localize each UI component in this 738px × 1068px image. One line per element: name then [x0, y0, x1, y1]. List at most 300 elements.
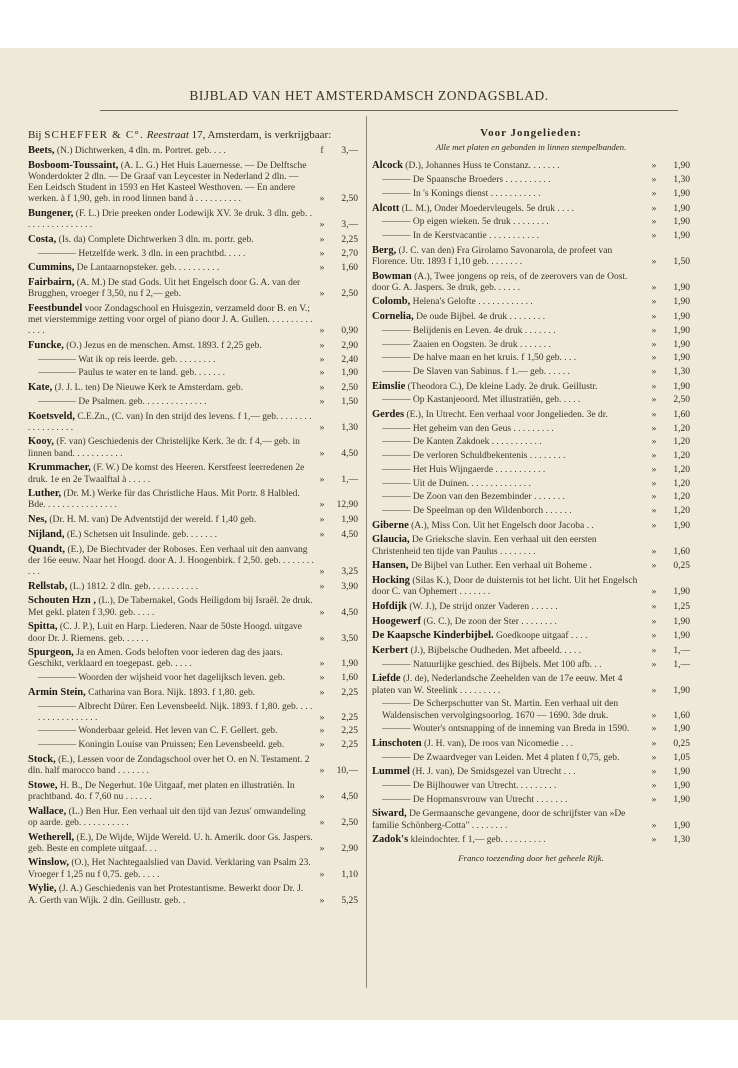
- column-divider: [366, 116, 367, 988]
- book-entry: [28, 529, 358, 541]
- section-title: Voor Jongelieden:: [480, 127, 582, 139]
- entry-price: 1,90: [673, 312, 690, 323]
- entry-currency-mark: »: [319, 194, 325, 205]
- book-entry: [372, 560, 690, 572]
- entry-price: 2,50: [341, 817, 358, 828]
- entry-author: Spitta,: [28, 621, 58, 633]
- entry-author: Gerdes: [372, 409, 405, 421]
- entry-currency-mark: »: [651, 381, 657, 392]
- entry-description: De Slaven van Sabinus. f 1.— geb. . . . . .: [410, 366, 570, 377]
- entry-price: 1,90: [673, 282, 690, 293]
- entry-author: Liefde: [372, 673, 401, 685]
- entry-ditto-dash: ————: [38, 354, 76, 365]
- entry-description: De verloren Schuldbekentenis . . . . . . . .: [410, 451, 566, 462]
- entry-description: (L.) 1812. 2 dln. geb. . . . . . . . . . .: [67, 581, 198, 592]
- book-entry: [372, 753, 690, 764]
- book-entry: [28, 514, 358, 526]
- entry-description: (E.), In Utrecht. Een verhaal voor Jongelieden. 3e dr.: [404, 410, 608, 421]
- entry-author: Glaucia,: [372, 534, 410, 546]
- header-rule: [100, 110, 678, 111]
- entry-ditto-dash: ———: [382, 659, 411, 670]
- entry-price: 1,90: [673, 685, 690, 696]
- entry-ditto-dash: ————: [38, 673, 76, 684]
- book-entry: [28, 581, 358, 593]
- book-entry: [372, 738, 690, 750]
- entry-currency-mark: »: [651, 520, 657, 531]
- entry-currency-mark: »: [319, 341, 325, 352]
- entry-currency-mark: »: [319, 843, 325, 854]
- book-entry: [372, 175, 690, 186]
- entry-price: 1,90: [673, 820, 690, 831]
- entry-price: 12,90: [336, 500, 358, 511]
- entry-price: 1,20: [673, 505, 690, 516]
- entry-price: 2,25: [341, 712, 358, 723]
- entry-description: Paulus te water en te land. geb. . . . . . .: [76, 368, 226, 379]
- entry-author: Colomb,: [372, 296, 411, 308]
- entry-description: Hetzelfde werk. 3 dln. in een prachtbd. . . . .: [76, 248, 246, 259]
- entry-description: (J.), Bijbelsche Oudheden. Met afbeeld. . . . .: [408, 646, 581, 657]
- intro-rest: 17, Amsterdam, is verkrijgbaar:: [191, 129, 332, 141]
- entry-author: Nijland,: [28, 528, 65, 540]
- entry-currency-mark: »: [651, 161, 657, 172]
- entry-price: 1,90: [673, 724, 690, 735]
- entry-price: 1,20: [673, 492, 690, 503]
- entry-price: 1,90: [341, 515, 358, 526]
- entry-price: 0,25: [673, 561, 690, 572]
- entry-price: 2,25: [341, 234, 358, 245]
- entry-price: 2,50: [673, 395, 690, 406]
- entry-description: (O.), Het Nachtegaalslied van David. Verklaring van Psalm 23. Vroeger f 1,25 nu f 0,75. geb. . . . .: [28, 858, 311, 880]
- entry-description: (H. J. van), De Smidsgezel van Utrecht . . .: [409, 767, 576, 778]
- entry-currency-mark: »: [651, 423, 657, 434]
- book-entry: [28, 262, 358, 274]
- advert-intro: [28, 128, 358, 142]
- entry-ditto-dash: ————: [38, 740, 76, 751]
- book-entry: [28, 382, 358, 394]
- entry-author: De Kaapsche Kinderbijbel.: [372, 630, 494, 642]
- entry-currency-mark: »: [319, 474, 325, 485]
- entry-currency-mark: »: [319, 234, 325, 245]
- entry-ditto-dash: ———: [382, 794, 411, 805]
- entry-author: Bungener,: [28, 208, 74, 220]
- entry-price: 1,90: [673, 353, 690, 364]
- entry-price: 1,90: [341, 368, 358, 379]
- book-entry: [28, 857, 358, 880]
- entry-author: Stowe,: [28, 779, 58, 791]
- entry-description: (A.), Miss Con. Uit het Engelsch door Jacoba . .: [408, 520, 594, 531]
- entry-currency-mark: »: [319, 396, 325, 407]
- entry-price: 1,30: [341, 422, 358, 433]
- entry-currency-mark: »: [651, 724, 657, 735]
- entry-ditto-dash: ———: [382, 339, 411, 350]
- entry-currency-mark: »: [319, 712, 325, 723]
- entry-ditto-dash: ———: [382, 175, 411, 186]
- entry-price: 0,25: [673, 738, 690, 749]
- entry-currency-mark: »: [651, 505, 657, 516]
- entry-description: Albrecht Dürer. Een Levensbeeld. Nijk. 1893. f 1,80. geb. . . . . . . . . . . . . . . . .: [38, 701, 313, 723]
- entry-currency-mark: »: [651, 616, 657, 627]
- entry-currency-mark: »: [651, 410, 657, 421]
- entry-price: 1,20: [673, 437, 690, 448]
- right-column: [372, 124, 690, 864]
- entry-description: (J. A.) Geschiedenis van het Protestantisme. Bewerkt door Dr. J. A. Gerth van Wijk. 2 dln. Geillustr. geb. .: [28, 884, 304, 906]
- entry-currency-mark: »: [319, 248, 325, 259]
- entry-currency-mark: »: [651, 631, 657, 642]
- entry-ditto-dash: ———: [382, 325, 411, 336]
- entry-description: De halve maan en het kruis. f 1,50 geb. . . .: [410, 353, 577, 364]
- entry-currency-mark: »: [319, 368, 325, 379]
- entry-price: 1,50: [341, 396, 358, 407]
- entry-ditto-dash: ———: [382, 724, 411, 735]
- entry-currency-mark: »: [651, 546, 657, 557]
- right-book-list: [372, 160, 690, 846]
- entry-author: Costa,: [28, 233, 57, 245]
- entry-currency-mark: »: [319, 383, 325, 394]
- entry-description: De Hopmansvrouw van Utrecht . . . . . . .: [410, 794, 568, 805]
- entry-price: 1,90: [673, 520, 690, 531]
- entry-currency-mark: »: [651, 188, 657, 199]
- entry-currency-mark: »: [651, 587, 657, 598]
- entry-price: 1,90: [673, 297, 690, 308]
- entry-price: 1,20: [673, 451, 690, 462]
- entry-price: 1,90: [341, 659, 358, 670]
- entry-description: Wat ik op reis leerde. geb. . . . . . . . .: [76, 354, 216, 365]
- entry-price: 1,—: [673, 659, 690, 670]
- entry-currency-mark: »: [651, 217, 657, 228]
- book-entry: [28, 595, 358, 618]
- entry-price: 2,50: [341, 289, 358, 300]
- book-entry: [28, 754, 358, 777]
- entry-price: 3,25: [341, 567, 358, 577]
- entry-price: 0,90: [341, 326, 358, 337]
- entry-currency-mark: »: [319, 817, 325, 828]
- entry-currency-mark: »: [651, 781, 657, 792]
- entry-price: 1,90: [673, 188, 690, 199]
- entry-currency-mark: »: [319, 289, 325, 300]
- entry-author: Hocking: [372, 575, 410, 586]
- entry-currency-mark: »: [651, 646, 657, 657]
- entry-author: Cornelia,: [372, 311, 414, 323]
- entry-price: 1,30: [673, 175, 690, 186]
- entry-description: Koningin Louise van Pruissen; Een Levensbeeld. geb.: [76, 740, 285, 751]
- entry-currency-mark: »: [319, 673, 325, 684]
- entry-currency-mark: »: [651, 175, 657, 186]
- entry-description: Catharina van Bora. Nijk. 1893. f 1,80. geb.: [85, 687, 256, 698]
- entry-price: 2,50: [341, 194, 358, 205]
- entry-description: De Bijbel van Luther. Een verhaal uit Boheme .: [408, 561, 592, 572]
- entry-currency-mark: »: [651, 451, 657, 462]
- entry-description: (W. J.), De strijd onzer Vaderen . . . . . .: [407, 601, 558, 612]
- entry-currency-mark: »: [651, 478, 657, 489]
- entry-description: De Spaansche Broeders . . . . . . . . . .: [410, 175, 551, 186]
- entry-ditto-dash: ———: [382, 478, 411, 489]
- entry-description: De Zwaardveger van Leiden. Met 4 platen f 0,75, geb.: [410, 752, 620, 763]
- entry-price: 1,20: [673, 464, 690, 475]
- entry-author: Linschoten: [372, 737, 422, 749]
- entry-author: Winslow,: [28, 857, 69, 869]
- book-entry: [372, 465, 690, 476]
- book-entry: [372, 520, 690, 532]
- entry-description: Woorden der wijsheid voor het dagelijksch leven. geb.: [76, 673, 286, 684]
- entry-currency-mark: »: [319, 766, 325, 777]
- entry-price: 1,90: [673, 325, 690, 336]
- book-entry: [28, 488, 358, 511]
- entry-ditto-dash: ———: [382, 505, 411, 516]
- entry-currency-mark: »: [651, 437, 657, 448]
- entry-currency-mark: »: [651, 366, 657, 377]
- book-entry: [372, 367, 690, 378]
- book-entry: [372, 492, 690, 503]
- entry-description: In 's Konings dienst . . . . . . . . . . .: [410, 188, 541, 199]
- entry-description: (A. L. G.) Het Huis Lauernesse. — De Delftsche Wonderdokter 2 dln. — De Graaf van Leycester in Nederland 2 dln. — Een Leidsch Student in 1593 en Het Kasteel Westhoven. — En andere werken. à f 1,90, geb. in rood linnen band à . . . . . . . . . .: [28, 160, 307, 205]
- footer-note: Franco toezending door het geheele Rijk.: [458, 852, 604, 863]
- book-entry: [28, 673, 358, 684]
- entry-ditto-dash: ———: [382, 230, 411, 241]
- book-entry: [28, 462, 358, 485]
- entry-currency-mark: »: [651, 282, 657, 293]
- entry-ditto-dash: ———: [382, 353, 411, 364]
- entry-author: Kate,: [28, 382, 53, 394]
- book-entry: [28, 780, 358, 803]
- entry-description: (E.), Lessen voor de Zondagschool over het O. en N. Testament. 2 dln. half marocco band . . . . . . .: [28, 754, 310, 777]
- book-entry: [372, 311, 690, 323]
- entry-author: Beets,: [28, 145, 55, 156]
- entry-author: Siward,: [372, 808, 407, 820]
- entry-currency-mark: f: [320, 146, 324, 156]
- book-entry: [372, 781, 690, 792]
- entry-ditto-dash: ————: [38, 248, 76, 259]
- book-entry: [28, 340, 358, 352]
- entry-currency-mark: »: [651, 353, 657, 364]
- entry-author: Nes,: [28, 514, 47, 526]
- entry-description: (F. W.) De komst des Heeren. Kerstfeest leerredenen 2e druk. 1e en 2e Twaalftal à . . . . .: [28, 463, 305, 485]
- entry-price: 1,60: [673, 410, 690, 421]
- entry-currency-mark: »: [319, 687, 325, 698]
- entry-currency-mark: »: [651, 256, 657, 267]
- book-entry: [372, 699, 690, 721]
- entry-description: De Germaansche gevangene, door de schrijfster van »De familie Schönberg-Cotta" . . . . . . . .: [372, 809, 626, 831]
- entry-author: Cummins,: [28, 262, 75, 274]
- book-entry: [28, 436, 358, 459]
- entry-description: Wonderbaar geleid. Het leven van C. F. Gellert. geb.: [76, 726, 278, 737]
- entry-currency-mark: »: [319, 869, 325, 880]
- entry-currency-mark: »: [319, 633, 325, 644]
- entry-author: Bosboom-Toussaint,: [28, 159, 119, 171]
- entry-ditto-dash: ————: [38, 726, 76, 737]
- entry-description: De Kanten Zakdoek . . . . . . . . . . .: [410, 437, 542, 448]
- book-entry: [372, 645, 690, 657]
- entry-price: 10,—: [336, 766, 358, 777]
- entry-description: Op eigen wieken. 5e druk . . . . . . . .: [410, 217, 549, 228]
- entry-author: Rellstab,: [28, 580, 68, 592]
- entry-price: 1,30: [673, 835, 690, 846]
- book-entry: [28, 145, 358, 157]
- entry-currency-mark: »: [651, 601, 657, 612]
- entry-description: (F. van) Geschiedenis der Christelijke Kerk. 3e dr. f 4,— geb. in linnen band. . . . . . . . . . .: [28, 437, 300, 459]
- entry-price: 3,90: [341, 581, 358, 592]
- entry-currency-mark: »: [319, 529, 325, 540]
- entry-price: 1,90: [673, 587, 690, 598]
- entry-description: Wouter's ontsnapping of de inneming van Breda in 1590.: [410, 724, 630, 735]
- entry-ditto-dash: ———: [382, 437, 411, 448]
- entry-description: (J. J. L. ten) De Nieuwe Kerk te Amsterdam. geb.: [52, 383, 243, 394]
- entry-author: Berg,: [372, 244, 397, 256]
- entry-price: 4,50: [341, 448, 358, 459]
- entry-price: 1,—: [673, 646, 690, 657]
- entry-description: (F. L.) Drie preeken onder Lodewijk XV. 3e druk. 3 dln. geb. . . . . . . . . . . . . . . .: [28, 209, 313, 231]
- entry-description: Zaaien en Oogsten. 3e druk . . . . . . .: [410, 339, 551, 350]
- book-entry: [372, 575, 690, 598]
- entry-author: Wylie,: [28, 883, 57, 895]
- book-entry: [372, 271, 690, 294]
- entry-author: Giberne: [372, 519, 409, 531]
- book-entry: [372, 409, 690, 421]
- entry-author: Stock,: [28, 753, 56, 765]
- entry-price: 4,50: [341, 529, 358, 540]
- entry-description: In de Kerstvacantie . . . . . . . . . . .: [410, 230, 539, 241]
- entry-price: 1,30: [673, 366, 690, 377]
- entry-price: 2,90: [341, 341, 358, 352]
- entry-currency-mark: »: [651, 492, 657, 503]
- entry-price: 1,90: [673, 381, 690, 392]
- entry-price: 1,10: [341, 869, 358, 880]
- entry-description: (N.) Dichtwerken, 4 dln. m. Portret. geb. . . .: [54, 146, 226, 156]
- entry-price: 1,25: [673, 601, 690, 612]
- entry-price: 2,25: [341, 726, 358, 737]
- entry-description: C.E.Zn., (C. van) In den strijd des levens. f 1,— geb. . . . . . . . . . . . . . . . . .: [28, 411, 312, 433]
- entry-price: 1,90: [673, 217, 690, 228]
- entry-currency-mark: »: [319, 515, 325, 526]
- newspaper-page: [0, 48, 738, 1020]
- entry-currency-mark: »: [319, 326, 325, 337]
- left-book-list: [28, 145, 358, 907]
- entry-description: (L.), De Tabernakel, Gods Heiligdom bij Israël. 2e druk. Met gekl. platen f 3,90. geb. . . . .: [28, 596, 313, 618]
- entry-price: 1,60: [341, 263, 358, 274]
- entry-price: 1,90: [673, 616, 690, 627]
- entry-price: 1,20: [673, 423, 690, 434]
- entry-ditto-dash: ———: [382, 464, 411, 475]
- entry-price: 2,25: [341, 740, 358, 751]
- entry-currency-mark: »: [651, 752, 657, 763]
- book-entry: [28, 832, 358, 855]
- entry-currency-mark: »: [651, 312, 657, 323]
- entry-price: 1,05: [673, 752, 690, 763]
- entry-description: (O.) Jezus en de menschen. Amst. 1893. f 2,25 geb.: [63, 341, 262, 352]
- entry-currency-mark: »: [319, 567, 325, 577]
- entry-currency-mark: »: [651, 820, 657, 831]
- entry-author: Feestbundel: [28, 302, 83, 314]
- entry-description: (E.) Schetsen uit Insulinde. geb. . . . . . .: [64, 529, 217, 540]
- entry-price: 1,20: [673, 478, 690, 489]
- entry-currency-mark: »: [319, 500, 325, 511]
- entry-description: (L.) Ben Hur. Een verhaal uit den tijd van Jezus' omwandeling op aarde. geb. . . . . . . . . . .: [28, 806, 306, 828]
- book-entry: [28, 740, 358, 751]
- entry-author: Koetsveld,: [28, 410, 75, 422]
- entry-description: Natuurlijke geschied. des Bijbels. Met 100 afb. . .: [410, 659, 602, 670]
- entry-currency-mark: »: [651, 659, 657, 670]
- entry-price: 1,90: [673, 161, 690, 172]
- entry-price: 1,90: [673, 767, 690, 778]
- entry-ditto-dash: ———: [382, 366, 411, 377]
- book-entry: [372, 340, 690, 351]
- entry-ditto-dash: ———: [382, 423, 411, 434]
- entry-description: (G. C.), De zoon der Ster . . . . . . . .: [420, 616, 557, 627]
- entry-ditto-dash: ———: [382, 395, 411, 406]
- entry-ditto-dash: ———: [382, 492, 411, 503]
- book-entry: [372, 160, 690, 172]
- entry-author: Krummacher,: [28, 462, 91, 474]
- book-entry: [28, 647, 358, 670]
- entry-description: (Is. da) Complete Dichtwerken 3 dln. m. portr. geb.: [56, 234, 254, 245]
- entry-currency-mark: »: [651, 561, 657, 572]
- entry-author: Kerbert: [372, 645, 409, 657]
- entry-currency-mark: »: [319, 659, 325, 670]
- entry-author: Spurgeon,: [28, 647, 74, 659]
- entry-description: (Silas K.), Door de duisternis tot het licht. Uit het Engelsch door C. van Ophemert . . . . . . .: [372, 576, 638, 598]
- book-entry: [28, 208, 358, 231]
- entry-author: Quandt,: [28, 543, 66, 555]
- entry-price: 1,90: [673, 203, 690, 214]
- book-entry: [372, 437, 690, 448]
- entry-currency-mark: »: [319, 263, 325, 274]
- entry-price: 3,—: [341, 146, 358, 156]
- book-entry: [28, 368, 358, 379]
- entry-price: 1,90: [673, 794, 690, 805]
- book-entry: [372, 506, 690, 517]
- book-entry: [28, 277, 358, 300]
- book-entry: [372, 601, 690, 613]
- firm-name: SCHEFFER & C°.: [44, 129, 144, 141]
- book-entry: [28, 303, 358, 338]
- entry-ditto-dash: ————: [38, 701, 76, 712]
- book-entry: [28, 160, 358, 206]
- entry-price: 2,90: [341, 843, 358, 854]
- entry-currency-mark: »: [651, 203, 657, 214]
- left-column: [28, 128, 358, 909]
- entry-description: (E.), De Biechtvader der Roboses. Een verhaal uit den aanvang der 16e eeuw. Naar het Hoogd. door A. J. Hoogenbirk. f 2,50. geb. . . . . . . . . . .: [28, 544, 314, 577]
- entry-currency-mark: »: [651, 230, 657, 241]
- entry-currency-mark: »: [319, 726, 325, 737]
- entry-author: Wetherell,: [28, 831, 75, 843]
- book-entry: [372, 189, 690, 200]
- entry-description: De Psalmen. geb. . . . . . . . . . . . . .: [76, 396, 207, 407]
- book-entry: [28, 355, 358, 366]
- entry-currency-mark: »: [651, 835, 657, 846]
- entry-ditto-dash: ————: [38, 368, 76, 379]
- book-entry: [372, 660, 690, 671]
- entry-price: 2,25: [341, 687, 358, 698]
- book-entry: [372, 326, 690, 337]
- entry-currency-mark: »: [651, 767, 657, 778]
- book-entry: [28, 411, 358, 434]
- entry-currency-mark: »: [651, 395, 657, 406]
- book-entry: [372, 231, 690, 242]
- book-entry: [28, 621, 358, 644]
- entry-description: (L. M.), Onder Moedervleugels. 5e druk . . . .: [399, 203, 575, 214]
- section-subtitle: Alle met platen en gebonden in linnen stempelbanden.: [435, 142, 627, 153]
- entry-description: (D.), Johannes Huss te Constanz. . . . . . .: [402, 161, 560, 172]
- entry-price: 2,70: [341, 248, 358, 259]
- entry-description: (A.), Twee jongens op reis, of de zeerovers van de Oost. door G. A. Jaspers. 3e druk, geb. . . . . .: [372, 271, 628, 293]
- entry-description: voor Zondagschool en Huisgezin, verzameld door B. en V.; met vierstemmige zetting voor orgel of piano door J. A. Gullen. . . . . . . . . . . . . .: [28, 303, 313, 337]
- entry-author: Lummel: [372, 766, 410, 778]
- book-entry: [372, 479, 690, 490]
- entry-author: Eimslie: [372, 380, 406, 392]
- entry-price: 2,50: [341, 383, 358, 394]
- book-entry: [372, 673, 690, 696]
- book-entry: [372, 381, 690, 393]
- entry-price: 1,—: [341, 474, 358, 485]
